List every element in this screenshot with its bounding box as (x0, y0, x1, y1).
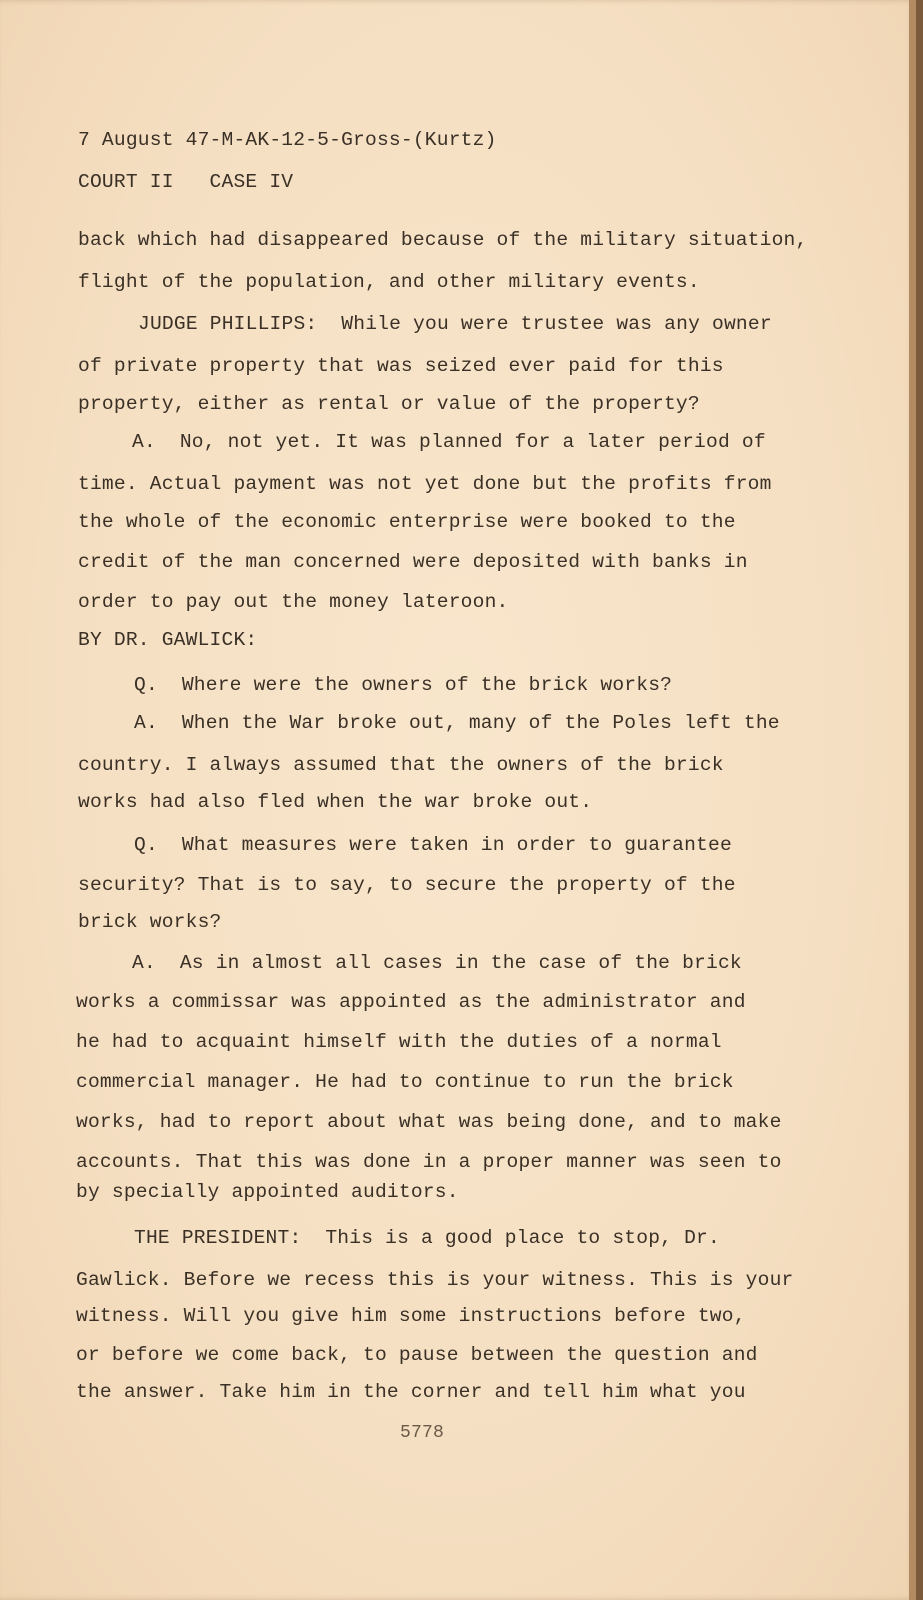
text-line: back which had disappeared because of the military situation, (78, 229, 808, 251)
header-reference: 7 August 47-M-AK-12-5-Gross-(Kurtz) (78, 129, 497, 151)
text-line: witness. Will you give him some instructions before two, (76, 1305, 746, 1327)
text-line: works, had to report about what was being done, and to make (76, 1111, 782, 1133)
page-number: 5778 (400, 1423, 445, 1443)
header-court-case: COURT II CASE IV (78, 171, 294, 193)
text-line: works had also fled when the war broke out. (78, 791, 593, 813)
text-line: THE PRESIDENT: This is a good place to stop, Dr. (134, 1227, 720, 1249)
page-edge (909, 0, 916, 1600)
examiner-heading: BY DR. GAWLICK: (78, 629, 258, 651)
text-line: Q. Where were the owners of the brick works? (134, 674, 673, 696)
text-line: A. When the War broke out, many of the Poles left the (134, 712, 780, 734)
text-line: the whole of the economic enterprise were booked to the (78, 511, 736, 533)
text-line: order to pay out the money lateroon. (78, 591, 509, 613)
text-line: by specially appointed auditors. (76, 1181, 459, 1203)
text-line: Gawlick. Before we recess this is your witness. This is your (76, 1269, 794, 1291)
text-line: A. No, not yet. It was planned for a later period of (132, 431, 766, 453)
text-line: time. Actual payment was not yet done but the profits from (78, 473, 772, 495)
text-line: JUDGE PHILLIPS: While you were trustee was any owner (138, 313, 772, 335)
text-line: of private property that was seized ever paid for this (78, 355, 724, 377)
text-line: credit of the man concerned were deposited with banks in (78, 551, 748, 573)
text-line: security? That is to say, to secure the property of the (78, 874, 736, 896)
text-line: flight of the population, and other military events. (78, 271, 700, 293)
text-line: commercial manager. He had to continue to run the brick (76, 1071, 734, 1093)
text-line: A. As in almost all cases in the case of the brick (132, 952, 742, 974)
text-line: accounts. That this was done in a proper manner was seen to (76, 1151, 782, 1173)
text-line: brick works? (78, 911, 222, 933)
text-line: country. I always assumed that the owners of the brick (78, 754, 724, 776)
text-line: property, either as rental or value of the property? (78, 393, 700, 415)
text-line: the answer. Take him in the corner and tell him what you (76, 1381, 746, 1403)
text-line: works a commissar was appointed as the administrator and (76, 991, 746, 1013)
text-line: Q. What measures were taken in order to guarantee (134, 834, 732, 856)
text-line: he had to acquaint himself with the duties of a normal (76, 1031, 722, 1053)
text-line: or before we come back, to pause between the question and (76, 1344, 758, 1366)
